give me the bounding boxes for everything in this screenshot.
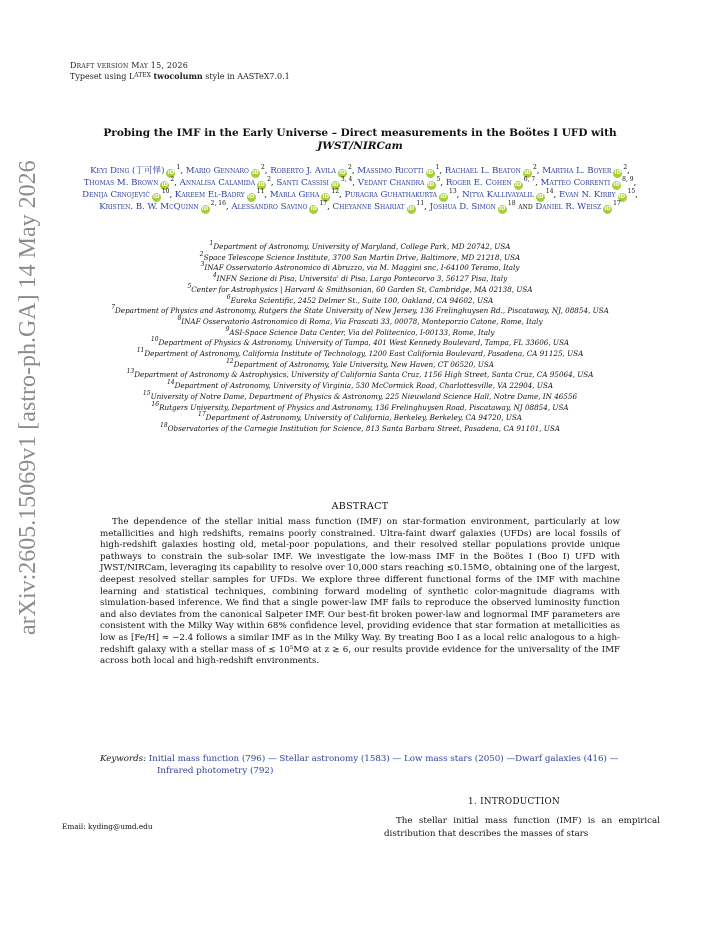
orcid-icon[interactable]: iD [604, 206, 611, 212]
affiliation-item: $^1$Department of Astronomy, University of Maryland, College Park, MD 20742, USA [209, 240, 511, 251]
orcid-icon[interactable]: iD [613, 182, 620, 188]
author-affiliation-number: 5 [436, 176, 441, 183]
author-separator: , [327, 202, 330, 212]
author-name[interactable]: Alessandro Savino $iD^{17}$ [231, 200, 328, 212]
author-affiliation-number: 8, 9 [622, 176, 634, 183]
author-name[interactable]: Santi Cassisi iD$^{3, 4}$ [276, 176, 353, 188]
author-name[interactable]: Roger E. Cohen iD$^{6, 7}$ [445, 176, 536, 188]
orcid-icon[interactable]: iD [167, 170, 175, 176]
author-separator: , [535, 178, 538, 188]
author-name[interactable]: Mario Gennaro $iD^2$ [185, 164, 265, 176]
author-affiliation-number: 10 [161, 188, 170, 195]
author-name[interactable]: Massimo Ricotti $iD^1$ [357, 164, 440, 176]
affiliation-item: $^8$INAF Osservatorio Astronomico di Roma, Via Frascati 33, 00078, Monteporzio Catone, Rome, Italy [177, 314, 543, 326]
keywords-links[interactable]: Initial mass function (796) — Stellar astronomy (1583) — Low mass stars (2050) —Dwarf galaxies (416) —Infrared photometry (792) [148, 754, 619, 776]
introduction-text: The stellar initial mass function (IMF) is an empirical distribution that describes the masses of stars [384, 816, 660, 839]
orcid-icon[interactable]: iD [332, 182, 339, 188]
author-separator: , [270, 178, 274, 188]
author-name[interactable]: Kristen. B. W. McQuinn iD$^{2, 16}$ [99, 200, 226, 212]
author-affiliation-number: 2, 16 [210, 200, 226, 207]
affiliation-item: $^{15}$University of Notre Dame, Department of Physics & Astronomy, 225 Nieuwland Science Hall, Notre Dame, IN 46556 [142, 389, 578, 401]
author-separator: and [515, 202, 536, 212]
author-affiliation-number: 14 [545, 188, 554, 195]
orcid-icon[interactable]: iD [537, 194, 544, 200]
author-separator: , [264, 166, 268, 176]
author-name[interactable]: Cheyanne Shariat $iD^{11}$ [332, 200, 425, 212]
author-affiliation-number: 2 [170, 176, 175, 183]
author-affiliation-number: 17 [613, 200, 621, 207]
author-separator: , [339, 190, 342, 200]
typeset-note: Typeset using $L^{ATEX}$ twocolumn style in AASTeX7.0.1 [70, 71, 290, 81]
orcid-icon[interactable]: iD [153, 194, 160, 200]
draft-header [70, 61, 290, 82]
orcid-icon[interactable]: iD [524, 170, 531, 176]
author-affiliation-number: 2 [532, 164, 537, 171]
keywords-label: Keywords: [100, 754, 147, 764]
orcid-icon[interactable]: iD [258, 182, 265, 188]
author-affiliation-number: 1 [435, 164, 440, 171]
orcid-icon[interactable]: iD [499, 206, 506, 212]
arxiv-stamp: arXiv:2605.15069v1 [astro-ph.GA] 14 May 2026 [15, 160, 41, 635]
author-name[interactable]: Keyi Ding (丁可怿) $iD^1$ [90, 164, 181, 176]
author-separator: , [456, 190, 460, 200]
title-line-2: JWST/NIRCam [317, 140, 403, 152]
author-name[interactable]: Evan N. Kirby $iD^{15}$ [558, 188, 636, 200]
orcid-icon[interactable]: iD [201, 206, 209, 212]
author-affiliation-number: 2 [347, 164, 352, 171]
affiliation-item: $^2$Space Telescope Science Institute, 3700 San Martin Drive, Baltimore, MD 21218, USA [199, 250, 521, 262]
affiliation-item: $^{12}$Department of Astronomy, Yale University, New Haven, CT 06520, USA [226, 357, 494, 369]
author-separator: , [553, 190, 557, 200]
orcid-icon[interactable]: iD [161, 182, 169, 188]
author-separator: , [169, 190, 173, 200]
affiliation-item: $^{10}$Department of Physics & Astronomy, University of Tampa, 401 West Kennedy Boulevard, Tampa, FL 33606, USA [150, 336, 570, 348]
author-list [52, 166, 668, 214]
affiliation-item: $^{14}$Department of Astronomy, University of Virginia, 530 McCormick Road, Charlottesville, VA 22904, USA [166, 379, 554, 391]
affiliation-item: $^{11}$Department of Astronomy, California Institute of Technology, 1200 East California Boulevard, Pasadena, CA 91125, USA [136, 347, 584, 359]
author-name[interactable]: Denija Crnojević $iD^{10}$ [82, 188, 170, 200]
author-separator: , [352, 178, 356, 188]
author-separator: , [627, 166, 630, 176]
orcid-icon[interactable]: iD [322, 194, 330, 200]
author-separator: , [536, 166, 540, 176]
author-affiliation-number: 15 [627, 188, 636, 195]
author-separator: , [633, 178, 637, 188]
affiliation-list [40, 242, 680, 435]
author-affiliation-number: 2 [260, 164, 265, 171]
author-affiliation-number: 12 [331, 188, 340, 195]
orcid-icon[interactable]: iD [339, 170, 346, 176]
author-name[interactable]: Vedant Chandra $iD^5$ [357, 176, 441, 188]
author-separator: , [264, 190, 268, 200]
author-separator: , [440, 178, 444, 188]
affiliation-item: $^9$ASI-Space Science Data Center, Via del Politecnico, I-00133, Rome, Italy [225, 325, 495, 337]
author-name[interactable]: Martha L. Boyer $iD^2$ [542, 164, 628, 176]
author-name[interactable]: Daniel R. Weisz $iD^{17}$ [535, 200, 621, 212]
paper-title [60, 127, 660, 153]
orcid-icon[interactable]: iD [427, 182, 435, 188]
affiliation-item: $^6$Eureka Scientific, 2452 Delmer St., Suite 100, Oakland, CA 94602, USA [226, 293, 494, 305]
author-separator: , [635, 190, 638, 200]
orcid-icon[interactable]: iD [310, 206, 318, 212]
abstract-text: The dependence of the stellar initial mass function (IMF) on star-formation environment, particularly at low metallicities and high redshifts, remains poorly constrained. Ultra-faint dwarf galaxies (UFDs) are local fossils of high-redshift galaxies hosting old, metal-poor populations, and their resolved stellar populations provide unique pathways to constrain the sub-solar IMF. We investigate the low-mass IMF in the Boötes I (Boo I) UFD with JWST/NIRCam, leveraging its capability to resolve over 10,000 stars reaching ≲0.15M⊙, obtaining one of the largest, deepest resolved stellar samples for UFDs. We explore three different functional forms of the IMF with machine learning and statistical techniques, combining forward modeling of synthetic color-magnitude diagrams with simulation-based inference. We find that a single power-law IMF fails to reproduce the observed luminosity function and also deviates from the canonical Salpeter IMF. Our best-fit broken power-law and lognormal IMF parameters are consistent with the Milky Way within 68% confidence level, providing evidence that star formation at metallicities as low as [Fe/H] ≈ −2.4 follows a similar IMF as in the Milky Way. By treating Boo I as a local relic analogous to a high-redshift galaxy with a stellar mass of ≲ 10⁵M⊙ at z ≳ 6, our results provide evidence for the universality of the IMF across both local and high-redshift environments. [100, 517, 620, 667]
corresponding-email[interactable]: Email: kyding@umd.edu [62, 822, 153, 831]
orcid-icon[interactable]: iD [248, 194, 255, 200]
orcid-icon[interactable]: iD [618, 194, 626, 200]
affiliation-item: $^{18}$Observatories of the Carnegie Institution for Science, 813 Santa Barbara Street, Pasadena, CA 91101, USA [160, 421, 560, 433]
author-affiliation-number: 11 [416, 200, 425, 207]
author-name[interactable]: Nitya Kallivayalil $iD^{14}$ [462, 188, 554, 200]
orcid-icon[interactable]: iD [514, 182, 522, 188]
author-name[interactable]: Annalisa Calamida $iD^2$ [179, 176, 271, 188]
author-separator: , [225, 202, 229, 212]
orcid-icon[interactable]: iD [440, 194, 447, 200]
author-affiliation-number: 2 [623, 164, 628, 171]
author-separator: , [351, 166, 355, 176]
title-line-1: Probing the IMF in the Early Universe – Direct measurements in the Boötes I UFD with [103, 127, 617, 139]
orcid-icon[interactable]: iD [252, 170, 259, 176]
affiliation-item: $^{16}$Rutgers University, Department of Physics and Astronomy, 136 Frelinghuysen Road, Piscataway, NJ 08854, USA [151, 400, 569, 412]
author-name[interactable]: Thomas M. Brown $iD^2$ [83, 176, 175, 188]
author-name[interactable]: Joshua D. Simon $iD^{18}$ [429, 200, 516, 212]
affiliation-item: $^{17}$Department of Astronomy, University of California, Berkeley, Berkeley, CA 94720, USA [198, 411, 522, 423]
author-affiliation-number: 1 [176, 164, 181, 171]
affiliation-item: $^3$INAF Osservatorio Astronomico di Abruzzo, via M. Maggini snc, I-64100 Teramo, Italy [200, 261, 520, 273]
author-affiliation-number: 3, 4 [340, 176, 353, 183]
author-affiliation-number: 17 [319, 200, 328, 207]
author-affiliation-number: 2 [267, 176, 271, 183]
affiliation-item: $^4$INFN Sezione di Pisa, Universita' di Pisa, Largo Pontecorvo 3, 56127 Pisa, Italy [212, 272, 508, 284]
orcid-icon[interactable]: iD [614, 170, 622, 176]
author-separator: , [174, 178, 177, 188]
author-affiliation-number: 6, 7 [523, 176, 536, 183]
author-name[interactable]: Roberto J. Avila $iD^2$ [270, 164, 352, 176]
author-name[interactable]: Rachael L. Beaton $iD^2$ [444, 164, 537, 176]
author-affiliation-number: 11 [256, 188, 265, 195]
author-name[interactable]: Marla Geha $iD^{12}$ [269, 188, 340, 200]
author-affiliation-number: 18 [507, 200, 516, 207]
orcid-icon[interactable]: iD [407, 206, 415, 212]
orcid-icon[interactable]: iD [426, 170, 434, 176]
affiliation-item: $^5$Center for Astrophysics | Harvard & Smithsonian, 60 Garden St, Cambridge, MA 02138, USA [187, 282, 533, 294]
author-separator: , [424, 202, 427, 212]
author-separator: , [180, 166, 184, 176]
author-name[interactable]: Puragra Guhathakurta $iD^{13}$ [344, 188, 457, 200]
abstract-heading: ABSTRACT [331, 501, 389, 512]
author-affiliation-number: 13 [449, 188, 457, 195]
affiliation-item: $^7$Department of Physics and Astronomy, Rutgers the State University of New Jersey, 136 Frelinghuysen Rd., Piscataway, NJ, 08854, USA [111, 304, 609, 316]
draft-version: Draft version May 15, 2026 [70, 61, 189, 70]
author-name[interactable]: Kareem El-Badry $iD^{11}$ [174, 188, 265, 200]
author-separator: , [439, 166, 443, 176]
affiliation-item: $^{13}$Department of Astronomy & Astrophysics, University of California Santa Cruz, 1156 High Street, Santa Cruz, CA 95064, USA [126, 368, 594, 380]
keywords [100, 753, 620, 777]
author-name[interactable]: Matteo Correnti iD$^{8, 9}$ [540, 176, 634, 188]
section-heading-introduction: 1. INTRODUCTION [467, 797, 560, 807]
